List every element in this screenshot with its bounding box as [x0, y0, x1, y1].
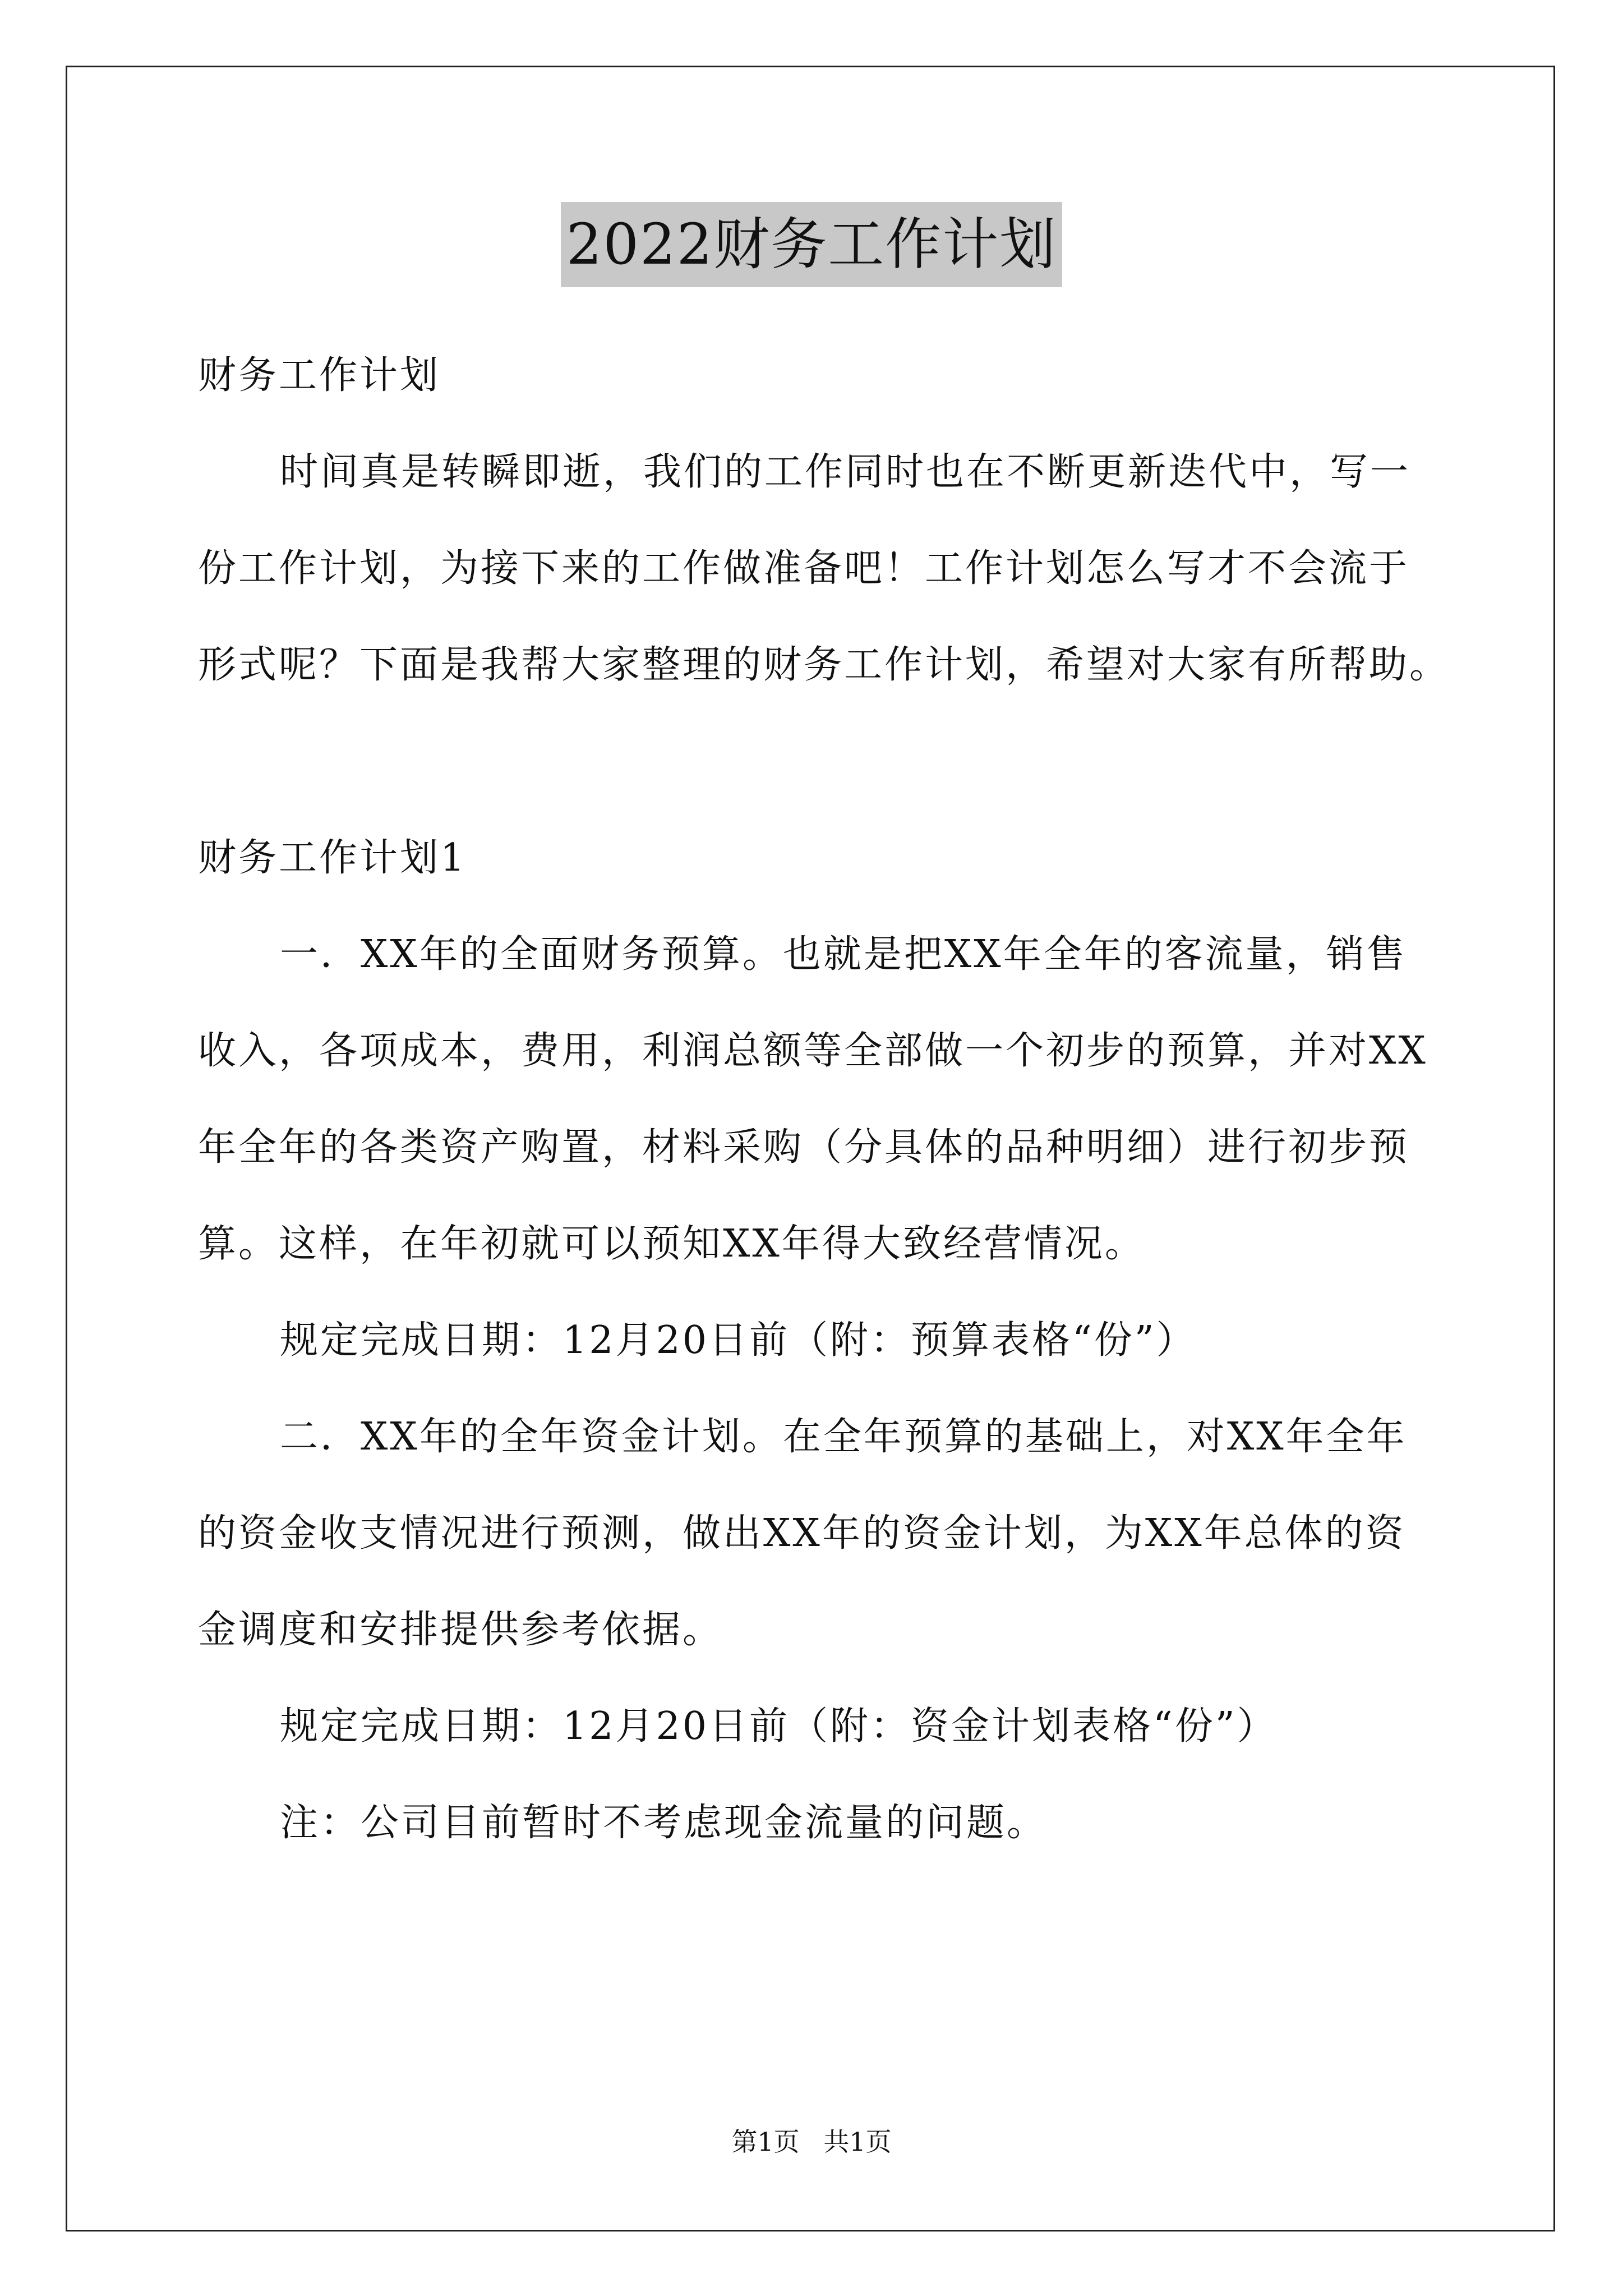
note: 注：公司目前暂时不考虑现金流量的问题。 — [280, 1801, 1048, 1845]
item2-deadline: 规定完成日期：12月20日前（附：资金计划表格“份”） — [280, 1704, 1278, 1749]
document-body — [198, 348, 1450, 1892]
section-heading: 财务工作计划1 — [198, 836, 467, 880]
intro-line: 时间真是转瞬即逝，我们的工作同时也在不断更新迭代中，写一 — [280, 450, 1411, 494]
item1-deadline: 规定完成日期：12月20日前（附：预算表格“份”） — [280, 1318, 1197, 1363]
page-footer — [0, 2125, 1623, 2159]
item2-line: 的资金收支情况进行预测，做出XX年的资金计划，为XX年总体的资 — [198, 1511, 1406, 1556]
page-total: 共1页 — [823, 2127, 892, 2157]
document-title: 2022财务工作计划 — [561, 202, 1063, 287]
page-number: 第1页 — [731, 2127, 800, 2157]
item1-line: 一．XX年的全面财务预算。也就是把XX年全年的客流量，销售 — [280, 932, 1407, 977]
intro-line: 形式呢？下面是我帮大家整理的财务工作计划，希望对大家有所帮助。 — [198, 643, 1450, 687]
intro-line: 份工作计划，为接下来的工作做准备吧！工作计划怎么写才不会流于 — [198, 546, 1410, 591]
item2-line: 二．XX年的全年资金计划。在全年预算的基础上，对XX年全年 — [280, 1415, 1407, 1459]
subtitle: 财务工作计划 — [198, 353, 441, 398]
item1-line: 收入，各项成本，费用，利润总额等全部做一个初步的预算，并对XX — [198, 1029, 1428, 1073]
item1-line: 算。这样，在年初就可以预知XX年得大致经营情况。 — [198, 1222, 1145, 1266]
item1-line: 年全年的各类资产购置，材料采购（分具体的品种明细）进行初步预 — [198, 1125, 1410, 1170]
item2-line: 金调度和安排提供参考依据。 — [198, 1608, 723, 1652]
title-container — [0, 202, 1623, 287]
